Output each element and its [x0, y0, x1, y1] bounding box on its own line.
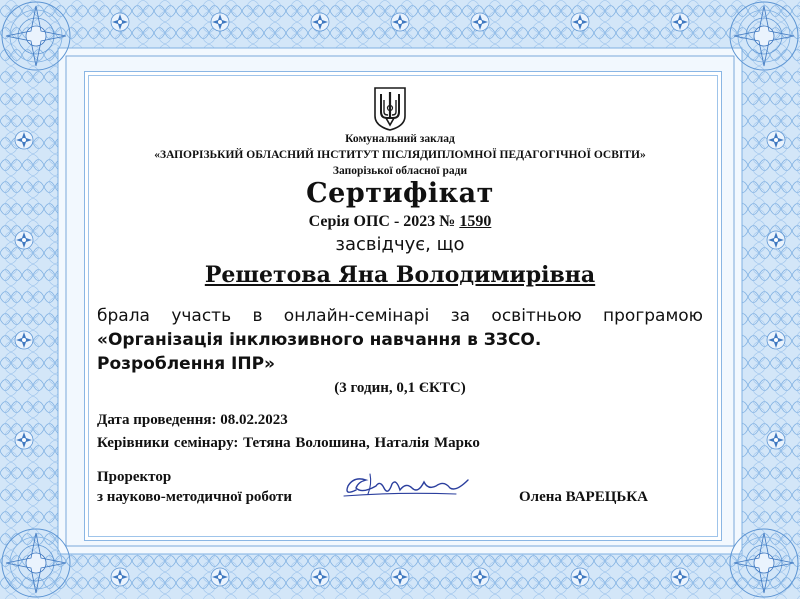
handwritten-signature-icon: [336, 468, 486, 504]
recipient-name-text: Решетова Яна Володимирівна: [204, 262, 596, 288]
recipient-name: [0, 262, 800, 288]
seminar-date: Дата проведення: 08.02.2023: [97, 412, 288, 428]
program-hours: (3 годин, 0,1 ЄКТС): [334, 380, 466, 396]
program-title-line1: «Організація інклюзивного навчання в ЗЗСО.: [97, 330, 542, 350]
program-title-line2: Розроблення ІПР»: [97, 354, 276, 374]
series-label: Серія ОПС - 2023 №: [308, 213, 456, 230]
certificate-title: Сертифікат: [306, 178, 494, 209]
institution-council: Запорізької обласної ради: [332, 165, 468, 177]
certificate-number: 1590: [459, 213, 492, 230]
participation-text: брала участь в онлайн-семінарі за освітньою програмою: [97, 306, 703, 326]
certificate-series: [0, 213, 800, 231]
ukraine-coat-of-arms-icon: [373, 86, 407, 132]
signer-position-line2: з науково-методичної роботи: [97, 489, 293, 505]
institution-type: Комунальний заклад: [345, 133, 455, 145]
institution-name: «ЗАПОРІЗЬКИЙ ОБЛАСНИЙ ІНСТИТУТ ПІСЛЯДИПЛОМНОЇ ПЕДАГОГІЧНОЇ ОСВІТИ»: [154, 149, 646, 161]
signer-position-line1: Проректор: [97, 469, 172, 485]
signer-name: Олена ВАРЕЦЬКА: [519, 489, 648, 505]
seminar-leaders: Керівники семінару: Тетяна Волошина, Наталія Марко: [97, 435, 480, 451]
certifies-text: засвідчує, що: [335, 234, 465, 255]
